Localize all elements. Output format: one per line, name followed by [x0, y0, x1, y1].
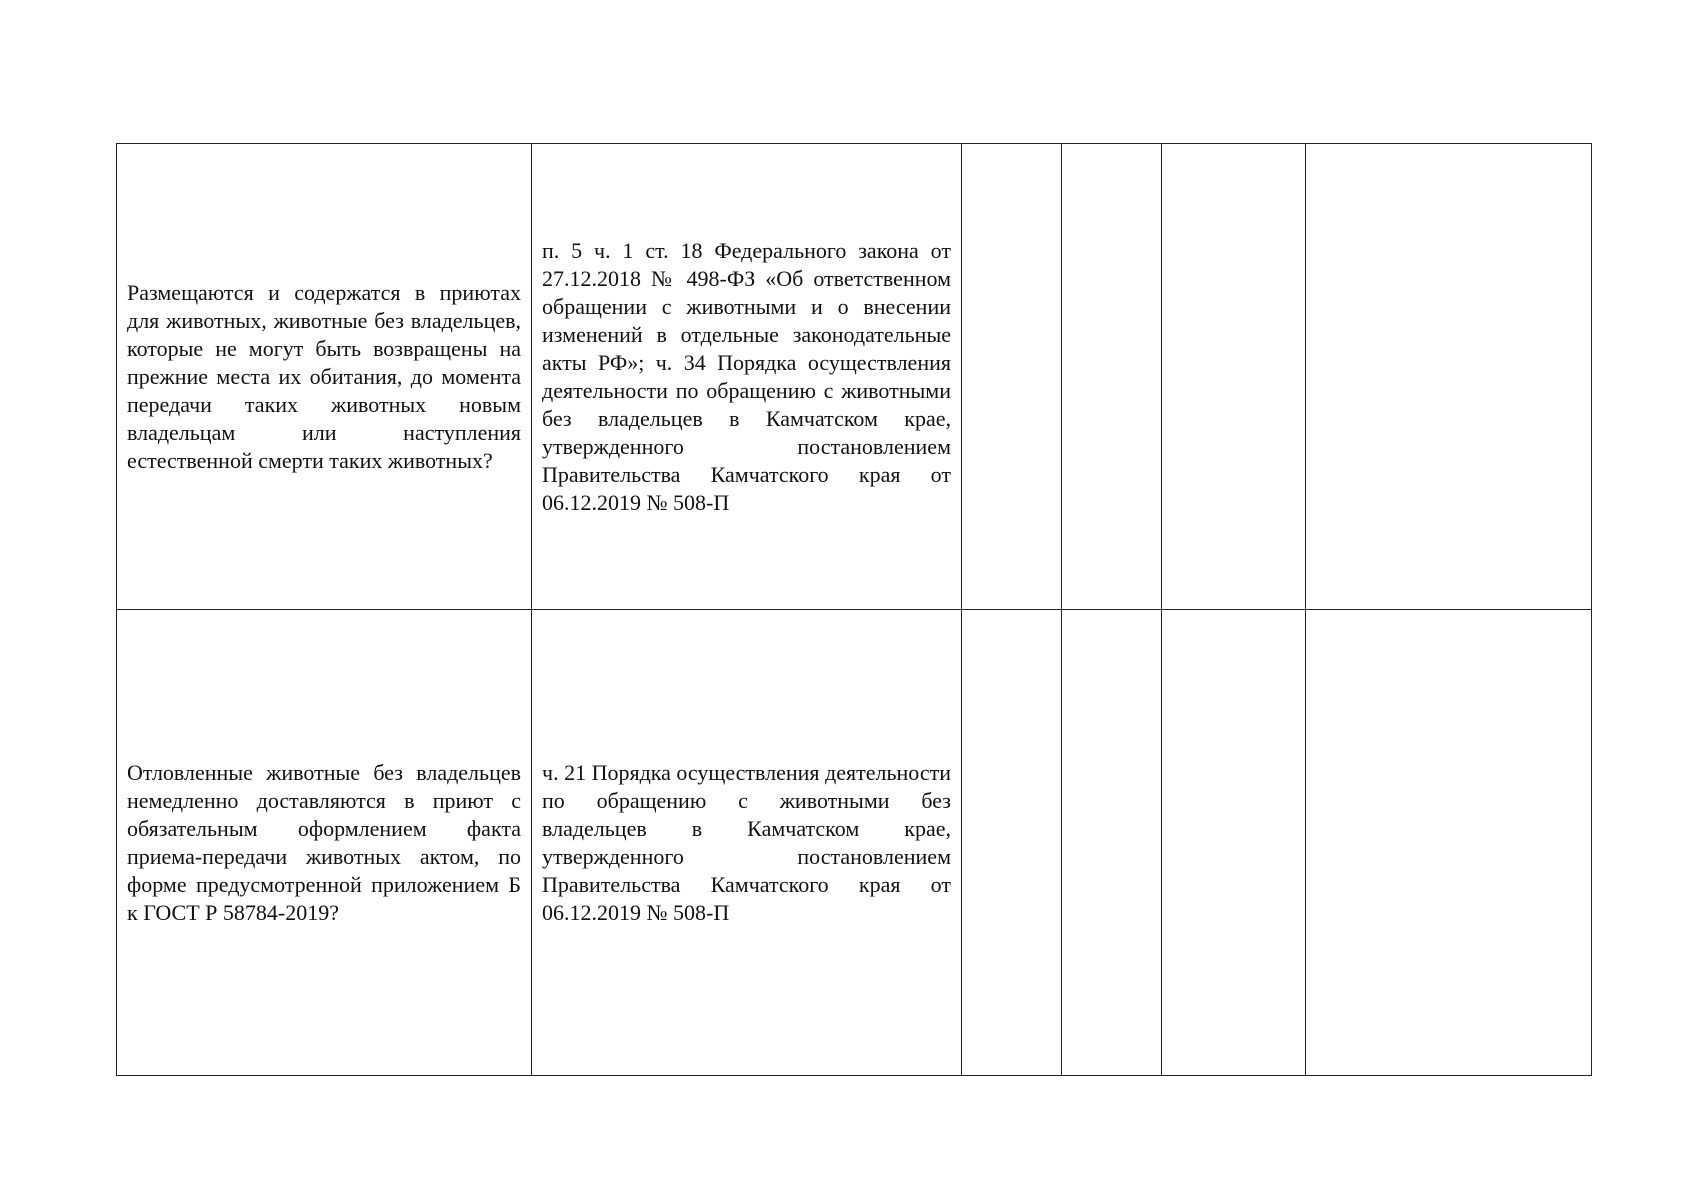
not-applicable-cell [1162, 144, 1306, 610]
not-applicable-cell [1162, 610, 1306, 1076]
answer-no-cell [1062, 610, 1162, 1076]
reference-cell [532, 144, 962, 610]
reference-cell [532, 610, 962, 1076]
answer-yes-cell [962, 610, 1062, 1076]
checklist-table [116, 143, 1592, 1076]
question-cell [117, 144, 532, 610]
question-cell [117, 610, 532, 1076]
table-row [117, 610, 1592, 1076]
question-text: Размещаются и содержатся в приютах для животных, животные без владельцев, которые не могут быть возвращены на прежние места их обитания, до момента передачи таких животных новым владельцам или наступления естественной смерти таких животных? [127, 279, 521, 473]
notes-cell [1306, 610, 1592, 1076]
reference-text: ч. 21 Порядка осуществления деятельности по обращению с животными без владельцев в Камчатском крае, утвержденного постановлением Правительства Камчатского края от 06.12.2019 № 508-П [542, 759, 951, 925]
answer-no-cell [1062, 144, 1162, 610]
question-text: Отловленные животные без владельцев немедленно доставляются в приют с обязательным оформлением факта приема-передачи животных актом, по форме предусмотренной приложением Б к ГОСТ Р 58784-2019? [127, 759, 521, 925]
reference-text: п. 5 ч. 1 ст. 18 Федерального закона от 27.12.2018 № 498-ФЗ «Об ответственном обращении с животными и о внесении изменений в отдельные законодательные акты РФ»; ч. 34 Порядка осуществления деятельности по обращению с животными без владельцев в Камчатском крае, утвержденного постановлением Правительства Камчатского края от 06.12.2019 № 508-П [542, 237, 951, 515]
table-row [117, 144, 1592, 610]
answer-yes-cell [962, 144, 1062, 610]
notes-cell [1306, 144, 1592, 610]
